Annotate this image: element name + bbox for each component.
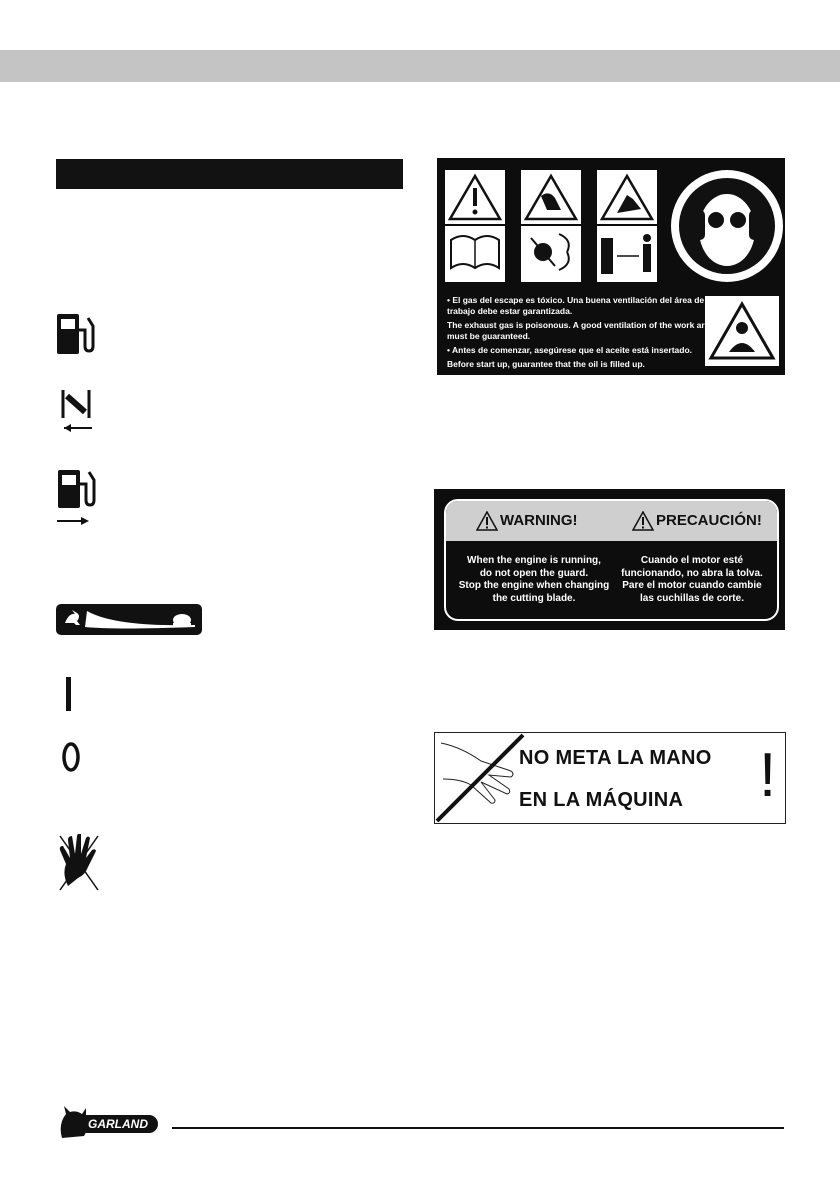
hand-label-line-2: EN LA MÁQUINA	[519, 789, 684, 811]
no-hands-label	[434, 732, 786, 824]
exclamation-icon	[473, 210, 478, 215]
hand-label-line-1: NO META LA MANO	[519, 747, 712, 769]
exhaust-line-1: • El gas del escape es tóxico. Una buena ventilación del área de	[447, 295, 705, 305]
choke-icon	[58, 388, 98, 434]
warning-label-frame	[444, 499, 779, 621]
precaucion-triangle-icon	[632, 511, 654, 531]
off-switch-icon	[60, 740, 82, 774]
fuel-pump-icon	[54, 312, 104, 356]
exhaust-line-5: • Antes de comenzar, asegúrese que el aceite está insertado.	[447, 345, 693, 355]
crossed-hand-icon	[435, 733, 525, 823]
safety-pictogram-label	[437, 158, 785, 375]
warning-title-en: WARNING!	[500, 512, 578, 529]
exhaust-line-4: must be guaranteed.	[447, 331, 531, 341]
keep-distance-icon	[601, 238, 613, 274]
warning-title-es: PRECAUCIÓN!	[656, 512, 762, 529]
fuel-pump-direction-icon	[55, 468, 109, 530]
exhaust-line-3: The exhaust gas is poisonous. A good ventilation of the work area	[447, 320, 715, 330]
warning-body-es: Cuando el motor esté funcionando, no abra la tolva. Pare el motor cuando cambie las cuchillas de corte.	[621, 555, 763, 604]
brand-logo	[58, 1104, 162, 1142]
exhaust-line-2: trabajo debe estar garantizada.	[447, 306, 573, 316]
exhaust-text-block	[447, 295, 714, 370]
on-switch-icon	[64, 676, 74, 712]
warning-body-en: When the engine is running, do not open the guard. Stop the engine when changing the cutting blade.	[458, 555, 610, 604]
exhaust-line-6: Before start up, guarantee that the oil is filled up.	[447, 359, 645, 369]
footer-rule	[172, 1127, 784, 1129]
pictogram-grid	[437, 158, 785, 288]
section-heading-bar	[56, 159, 403, 189]
exclamation-mark: !	[759, 741, 777, 810]
rabbit-turtle-throttle-icon	[55, 603, 203, 636]
warning-triangle-icon	[476, 511, 498, 531]
exhaust-warning-icon	[705, 296, 779, 366]
no-hands-icon	[56, 834, 102, 892]
warning-label	[434, 489, 785, 630]
header-band	[0, 50, 840, 82]
brand-name: GARLAND	[78, 1115, 158, 1133]
